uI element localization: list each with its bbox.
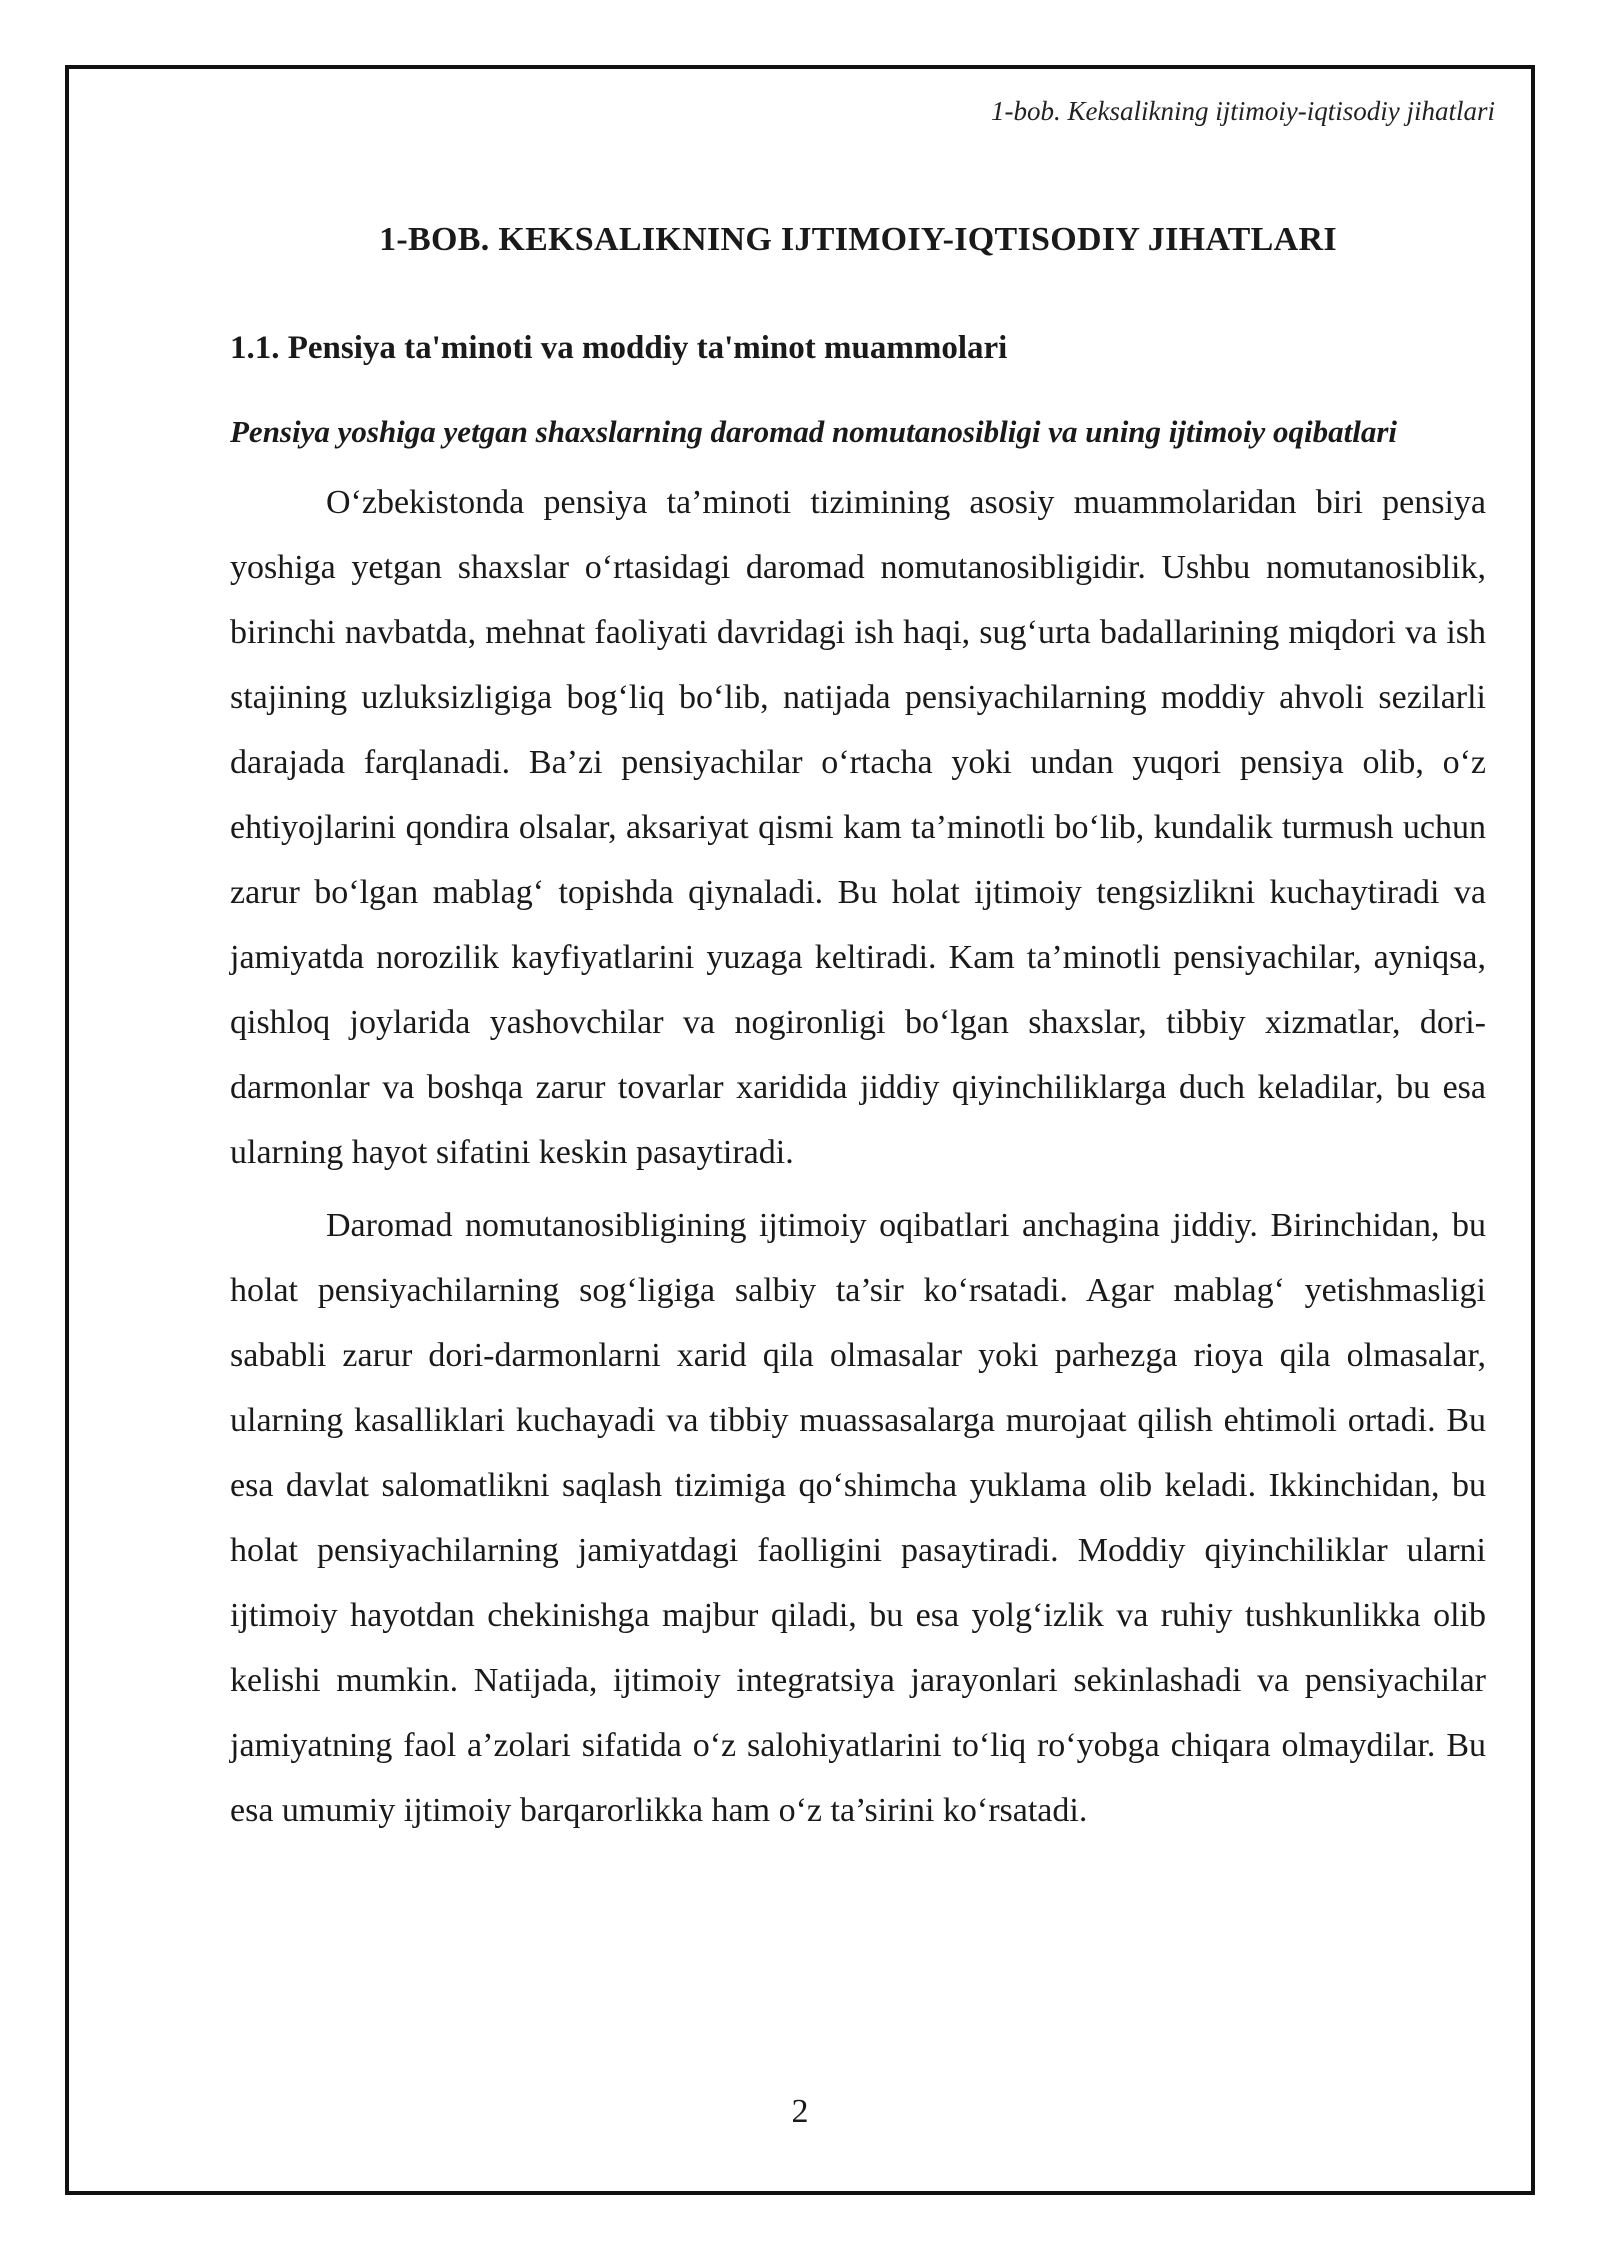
body-paragraph-2: Daromad nomutanosibligining ijtimoiy oqibatlari anchagina jiddiy. Birinchidan, bu holat pensiyachilarning sog‘ligiga salbiy ta’sir ko‘rsatadi. Agar mablag‘ yetishmasligi sababli zarur dori-darmonlarni xarid qila olmasalar yoki parhezga rioya qila olmasalar, ularning kasalliklari kuchayadi va tibbiy muassasalarga murojaat qilish ehtimoli ortadi. Bu esa davlat salomatlikni saqlash tizimiga qo‘shimcha yuklama olib keladi. Ikkinchidan, bu holat pensiyachilarning jamiyatdagi faolligini pasaytiradi. Moddiy qiyinchiliklar ularni ijtimoiy hayotdan chekinishga majbur qiladi, bu esa yolg‘izlik va ruhiy tushkunlikka olib kelishi mumkin. Natijada, ijtimoiy integratsiya jarayonlari sekinlashadi va pensiyachilar jamiyatning faol a’zolari sifatida o‘z salohiyatlarini to‘liq ro‘yobga chiqara olmaydilar. Bu esa umumiy ijtimoiy barqarorlikka ham o‘z ta’sirini ko‘rsatadi. — [230, 1207, 1486, 1829]
chapter-title: 1-BOB. KEKSALIKNING IJTIMOIY-IQTISODIY JIHATLARI — [379, 221, 1337, 258]
section-title: 1.1. Pensiya ta'minoti va moddiy ta'minot muammolari — [230, 330, 1008, 366]
subsection-title: Pensiya yoshiga yetgan shaxslarning daromad nomutanosibligi va uning ijtimoiy oqibatlari — [230, 414, 1397, 449]
body-paragraph-1: O‘zbekistonda pensiya ta’minoti tizimining asosiy muammolaridan biri pensiya yoshiga yetgan shaxslar o‘rtasidagi daromad nomutanosibligidir. Ushbu nomutanosiblik, birinchi navbatda, mehnat faoliyati davridagi ish haqi, sug‘urta badallarining miqdori va ish stajining uzluksizligiga bog‘liq bo‘lib, natijada pensiyachilarning moddiy ahvoli sezilarli darajada farqlanadi. Ba’zi pensiyachilar o‘rtacha yoki undan yuqori pensiya olib, o‘z ehtiyojlarini qondira olsalar, aksariyat qismi kam ta’minotli bo‘lib, kundalik turmush uchun zarur bo‘lgan mablag‘ topishda qiynaladi. Bu holat ijtimoiy tengsizlikni kuchaytiradi va jamiyatda norozilik kayfiyatlarini yuzaga keltiradi. Kam ta’minotli pensiyachilar, ayniqsa, qishloq joylarida yashovchilar va nogironligi bo‘lgan shaxslar, tibbiy xizmatlar, dori-darmonlar va boshqa zarur tovarlar xaridida jiddiy qiyinchiliklarga duch keladilar, bu esa ularning hayot sifatini keskin pasaytiradi. — [230, 484, 1486, 1171]
page-number: 2 — [791, 2093, 809, 2130]
page-content — [230, 210, 1486, 1843]
running-header: 1-bob. Keksalikning ijtimoiy-iqtisodiy jihatlari — [991, 96, 1495, 126]
